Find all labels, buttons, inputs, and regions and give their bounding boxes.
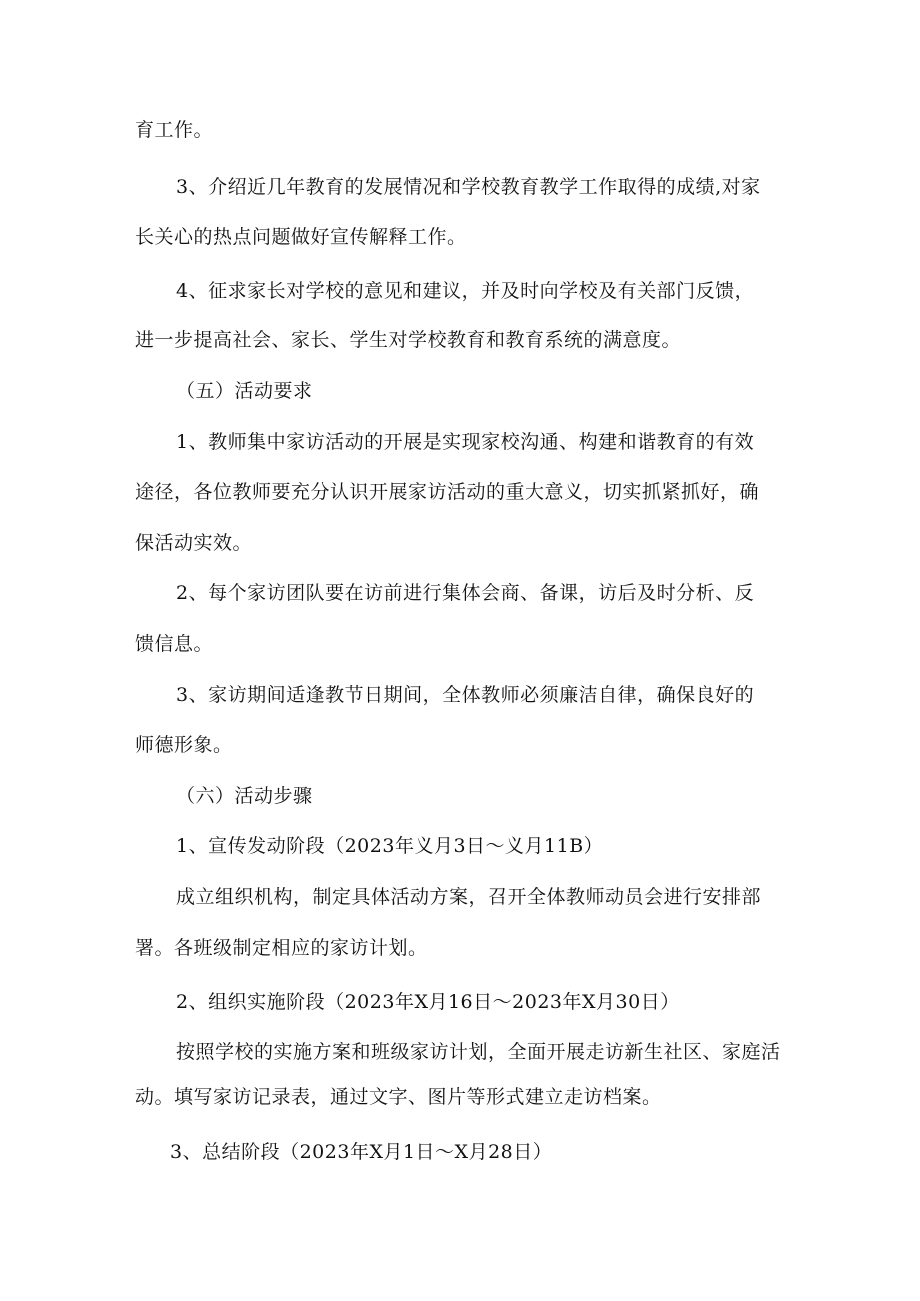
text-line: 途径，各位教师要充分认识开展家访活动的重大意义，切实抓紧抓好，确 <box>135 481 760 503</box>
text-line: 2、每个家访团队要在访前进行集体会商、备课，访后及时分析、反 <box>176 582 755 604</box>
text-line: 署。各班级制定相应的家访计划。 <box>135 937 428 959</box>
text-line: 成立组织机构，制定具体活动方案，召开全体教师动员会进行安排部 <box>176 886 762 908</box>
text-line: 3、家访期间适逢教节日期间，全体教师必须廉洁自律，确保良好的 <box>176 684 755 706</box>
text-line: 3、总结阶段（2023年X月1日～X月28日） <box>170 1141 553 1163</box>
text-line: 师德形象。 <box>135 734 233 756</box>
text-line: 进一步提高社会、家长、学生对学校教育和教育系统的满意度。 <box>135 329 682 351</box>
section-heading: （五）活动要求 <box>176 380 313 402</box>
text-line: 保活动实效。 <box>135 532 253 554</box>
text-line: 2、组织实施阶段（2023年X月16日～2023年X月30日） <box>176 991 680 1013</box>
text-line: 育工作。 <box>135 119 214 141</box>
text-line: 1、宣传发动阶段（2023年义月3日～义月11B） <box>176 835 604 857</box>
text-line: 1、教师集中家访活动的开展是实现家校沟通、构建和谐教育的有效 <box>176 431 755 453</box>
text-line: 按照学校的实施方案和班级家访计划，全面开展走访新生社区、家庭活 <box>176 1041 781 1063</box>
text-line: 4、征求家长对学校的意见和建议，并及时向学校及有关部门反馈， <box>176 280 755 302</box>
text-line: 馈信息。 <box>135 633 214 655</box>
text-line: 3、介绍近几年教育的发展情况和学校教育教学工作取得的成绩,对家 <box>176 176 761 198</box>
text-line: 动。填写家访记录表，通过文字、图片等形式建立走访档案。 <box>135 1086 662 1108</box>
text-line: 长关心的热点问题做好宣传解释工作。 <box>135 226 467 248</box>
section-heading: （六）活动步骤 <box>176 785 313 807</box>
